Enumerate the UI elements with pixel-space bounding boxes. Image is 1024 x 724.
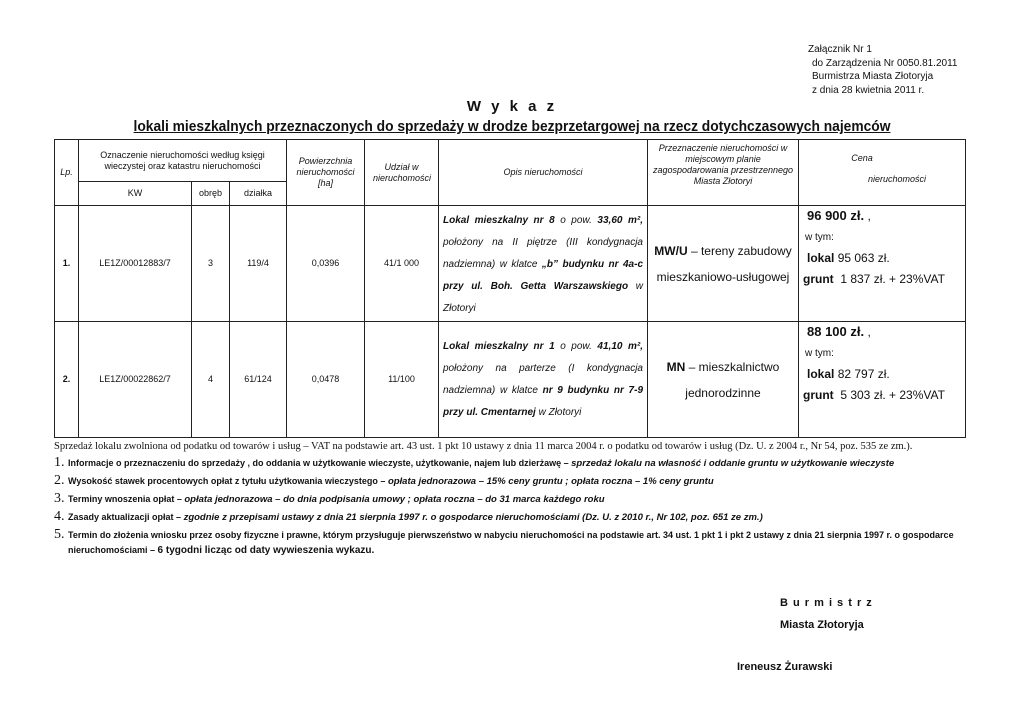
header-udzial: Udział w nieruchomości	[365, 140, 439, 206]
signature-name: Ireneusz Żurawski	[737, 661, 833, 673]
list-item: 4. Zasady aktualizacji opłat – zgodnie z przepisami ustawy z dnia 21 sierpnia 1997 r. o gospodarce nieruchomościami (Dz. U. z 2010 r., Nr 102, poz. 651 ze zm.)	[54, 509, 763, 524]
row-kw: LE1Z/00022862/7	[79, 322, 192, 438]
row-kw: LE1Z/00012883/7	[79, 206, 192, 322]
header-lp: Lp.	[55, 140, 79, 206]
annex-line-3: Burmistrza Miasta Złotoryja	[812, 71, 934, 82]
header-dzialka: działka	[230, 182, 287, 206]
row-obreb: 4	[192, 322, 230, 438]
row-powierzchnia: 0,0478	[287, 322, 365, 438]
row-przeznaczenie: MN – mieszkalnictwo jednorodzinne	[648, 322, 799, 438]
signature-city: Miasta Złotoryja	[780, 619, 864, 631]
row-udzial: 41/1 000	[365, 206, 439, 322]
row-cena: 88 100 zł. , w tym: lokal 82 797 zł. grunt 5 303 zł. + 23%VAT	[799, 322, 966, 438]
row-opis: Lokal mieszkalny nr 8 o pow. 33,60 m², położony na II piętrze (III kondygnacja nadziemna) w klatce „b” budynku nr 4a-c przy ul. Boh. Getta Warszawskiego w Złotoryi	[439, 206, 648, 322]
header-kw: KW	[79, 182, 192, 206]
header-obreb: obręb	[192, 182, 230, 206]
header-powierzchnia: Powierzchnia nieruchomości [ha]	[287, 140, 365, 206]
row-przeznaczenie: MW/U – tereny zabudowy mieszkaniowo-usługowej	[648, 206, 799, 322]
list-item: 1. Informacje o przeznaczeniu do sprzedaży , do oddania w użytkowanie wieczyste, użytkowanie, najem lub dzierżawę – sprzedaż lokalu na własność i oddanie gruntu w użytkowanie wieczyste	[54, 455, 895, 470]
table-row	[55, 206, 966, 322]
annex-line-1: Załącznik Nr 1	[808, 44, 872, 55]
row-cena: 96 900 zł. , w tym: lokal 95 063 zł. grunt 1 837 zł. + 23%VAT	[799, 206, 966, 322]
annex-line-4: z dnia 28 kwietnia 2011 r.	[812, 84, 925, 96]
property-table	[54, 139, 966, 438]
annex-line-2: do Zarządzenia Nr 0050.81.2011	[812, 57, 958, 69]
price-total: 96 900 zł.	[807, 208, 865, 223]
header-cena-line1: Cena	[851, 153, 873, 163]
vat-note: Sprzedaż lokalu zwolniona od podatku od towarów i usług – VAT na podstawie art. 43 ust. 1 pkt 10 ustawy z dnia 11 marca 2004 r. o podatku od towarów i usług (Dz. U. z 2004 r., Nr 54, poz. 535 ze zm.).	[54, 441, 913, 452]
list-item: 2. Wysokość stawek procentowych opłat z tytułu użytkowania wieczystego – opłata jednorazowa – 15% ceny gruntu ; opłata roczna – 1% ceny gruntu	[54, 473, 714, 488]
row-lp: 1.	[55, 206, 79, 322]
table-row	[55, 322, 966, 438]
header-cena	[799, 140, 966, 206]
notes-section	[54, 440, 964, 558]
annex-header	[808, 43, 957, 97]
row-dzialka: 119/4	[230, 206, 287, 322]
header-oznaczenie: Oznaczenie nieruchomości według księgi wieczystej oraz katastru nieruchomości	[79, 140, 287, 182]
row-udzial: 11/100	[365, 322, 439, 438]
signature-title: B u r m i s t r z	[780, 597, 873, 609]
row-dzialka: 61/124	[230, 322, 287, 438]
header-opis: Opis nieruchomości	[439, 140, 648, 206]
list-item: 5. Termin do złożenia wniosku przez osoby fizyczne i prawne, którym przysługuje pierwszeństwo w nabyciu nieruchomości na podstawie art. 34 ust. 1 pkt 1 i pkt 2 ustawy z dnia 21 sierpnia 1997 r. o gospodarce nieruchomościami – 6 tygodni licząc od daty wywieszenia wykazu.	[54, 527, 954, 556]
header-cena-line2: nieruchomości	[867, 174, 927, 184]
list-item: 3. Terminy wnoszenia opłat – opłata jednorazowa – do dnia podpisania umowy ; opłata roczna – do 31 marca każdego roku	[54, 491, 605, 506]
row-opis: Lokal mieszkalny nr 1 o pow. 41,10 m², położony na parterze (I kondygnacja nadziemna) w klatce nr 9 budynku nr 7-9 przy ul. Cmentarnej w Złotoryi	[439, 322, 648, 438]
row-lp: 2.	[55, 322, 79, 438]
row-obreb: 3	[192, 206, 230, 322]
price-total: 88 100 zł.	[807, 324, 865, 339]
row-powierzchnia: 0,0396	[287, 206, 365, 322]
header-przeznaczenie: Przeznaczenie nieruchomości w miejscowym planie zagospodarowania przestrzennego Miasta Złotoryi	[648, 140, 799, 206]
document-subtitle: lokali mieszkalnych przeznaczonych do sprzedaży w drodze bezprzetargowej na rzecz dotychczasowych najemców	[133, 118, 891, 135]
document-title: W y k a z	[466, 98, 558, 115]
